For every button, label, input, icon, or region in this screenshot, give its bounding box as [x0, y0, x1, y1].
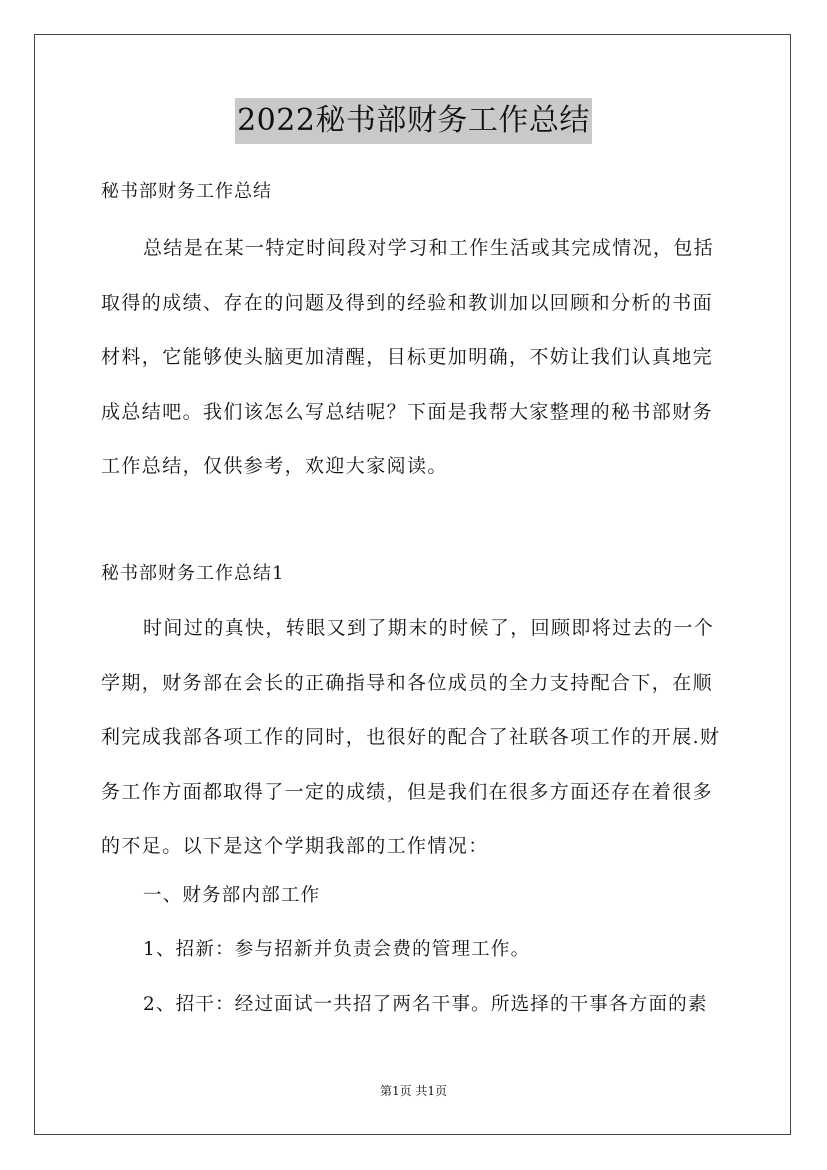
intro-line: 取得的成绩、存在的问题及得到的经验和教训加以回顾和分析的书面 [101, 291, 714, 314]
document-title: 2022秘书部财务工作总结 [235, 98, 592, 144]
body-line: 的不足。以下是这个学期我部的工作情况： [101, 835, 489, 857]
intro-line: 材料，它能够使头脑更加清醒，目标更加明确，不妨让我们认真地完 [101, 346, 714, 368]
body-paragraph [101, 601, 727, 874]
intro-line: 成总结吧。我们该怎么写总结呢？下面是我帮大家整理的秘书部财务 [101, 400, 714, 423]
intro-heading: 秘书部财务工作总结 [101, 181, 272, 202]
list-item-1: 1、招新：参与招新并负责会费的管理工作。 [143, 939, 531, 960]
list-item-section: 一、财务部内部工作 [143, 885, 321, 906]
intro-line: 总结是在某一特定时间段对学习和工作生活或其完成情况，包括 [143, 237, 715, 259]
title-wrap [0, 98, 827, 144]
body-line: 务工作方面都取得了一定的成绩，但是我们在很多方面还存在着很多 [101, 780, 714, 803]
list-item-2: 2、招干：经过面试一共招了两名干事。所选择的干事各方面的素 [143, 994, 708, 1015]
intro-line: 工作总结，仅供参考，欢迎大家阅读。 [101, 455, 448, 477]
section-heading-1: 秘书部财务工作总结1 [101, 563, 285, 584]
body-line: 利完成我部各项工作的同时，也很好的配合了社联各项工作的开展.财 [101, 726, 721, 748]
intro-paragraph [101, 221, 727, 494]
body-line: 学期，财务部在会长的正确指导和各位成员的全力支持配合下，在顺 [101, 671, 714, 694]
body-line: 时间过的真快，转眼又到了期末的时候了，回顾即将过去的一个 [143, 617, 715, 639]
page-footer: 第1页 共1页 [379, 1084, 448, 1098]
